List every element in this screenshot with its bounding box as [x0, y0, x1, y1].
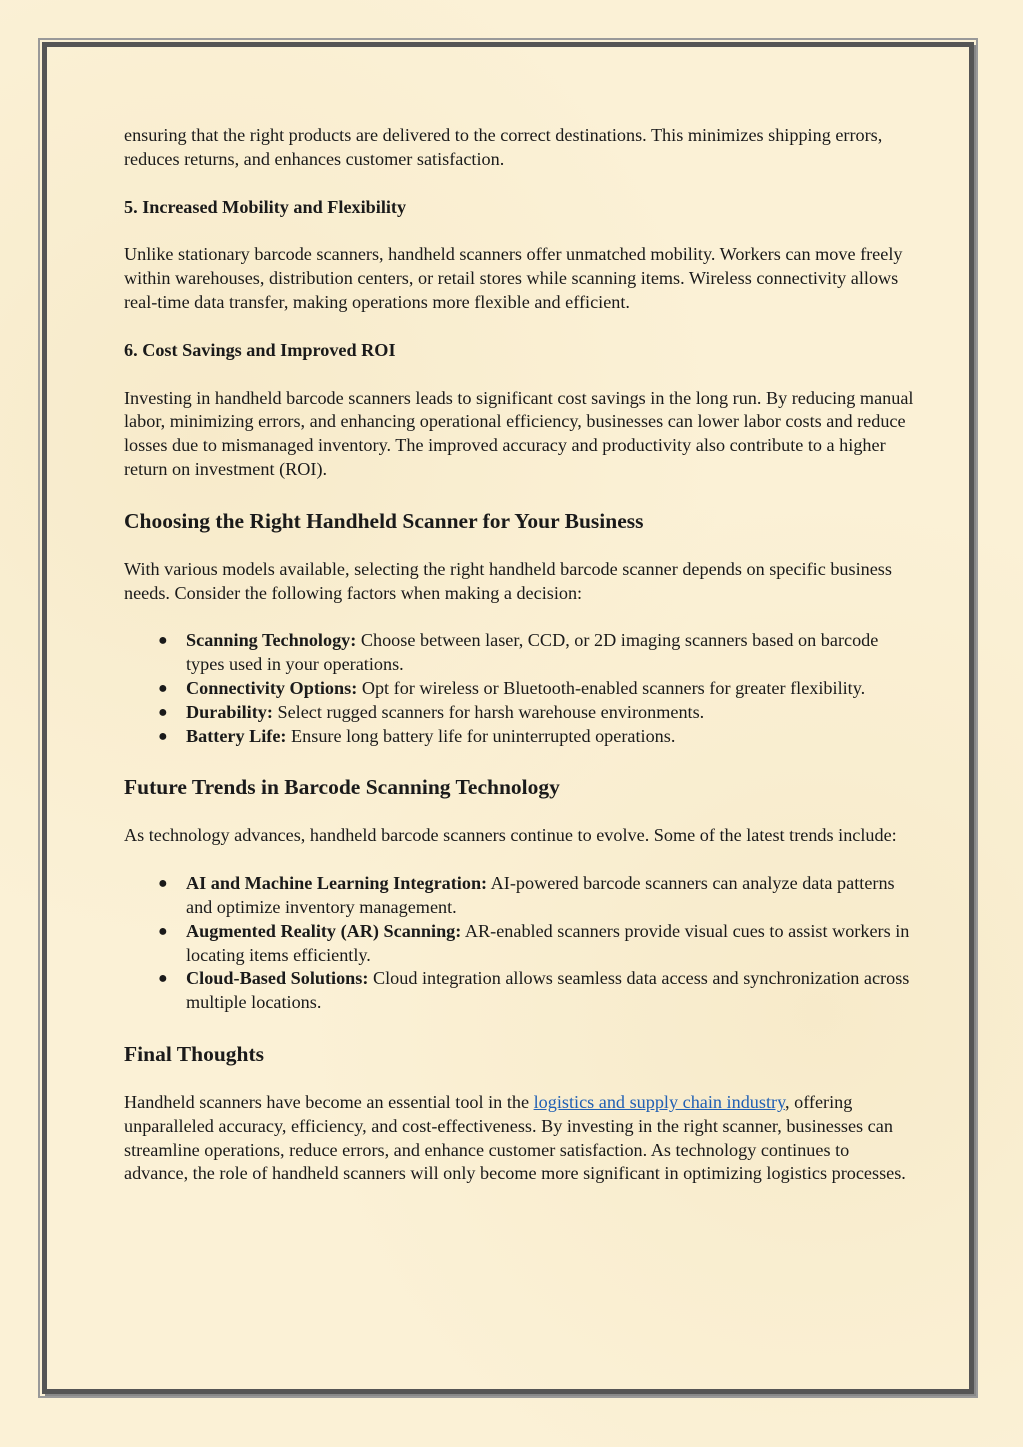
section5-body: Unlike stationary barcode scanners, handheld scanners offer unmatched mobility. Workers can move freely within warehouses, distribution centers, or retail stores while scanning items. Wireless connectivity allows real-time data transfer, making operations more flexible and efficient.	[124, 244, 903, 312]
list-item	[158, 872, 914, 920]
list-item	[158, 677, 914, 701]
list-item-term: Durability:	[186, 701, 273, 722]
list-item-text: AR-enabled scanners provide visual cues to assist workers in locating items efficiently.	[186, 920, 910, 965]
list-item-term: Augmented Reality (AR) Scanning:	[186, 920, 462, 941]
list-item	[158, 967, 914, 1015]
list-item-text: Choose between laser, CCD, or 2D imaging scanners based on barcode types used in your operations.	[186, 630, 879, 675]
choosing-intro: With various models available, selecting the right handheld barcode scanner depends on specific business needs. Consider the following factors when making a decision:	[124, 558, 892, 603]
list-item	[158, 920, 914, 968]
bullet-icon: ●	[158, 679, 168, 697]
section5-heading: 5. Increased Mobility and Flexibility	[124, 196, 407, 217]
intro-paragraph: ensuring that the right products are delivered to the correct destinations. This minimizes shipping errors, reduces returns, and enhances customer satisfaction.	[124, 125, 883, 169]
trends-list	[124, 872, 914, 1015]
list-item-term: Battery Life:	[186, 725, 287, 746]
supply-chain-link[interactable]: logistics and supply chain industry	[533, 1091, 785, 1112]
final-text-after-link: , offering unparalleled accuracy, efficiency, and cost-effectiveness. By investing in the right scanner, businesses can streamline operations, reduce errors, and enhance customer satisfaction. As technology continues to advance, the role of handheld scanners will only become more significant in optimizing logistics processes.	[124, 1091, 906, 1184]
list-item-term: Connectivity Options:	[186, 677, 358, 698]
bullet-icon: ●	[158, 970, 168, 988]
list-item-text: AI-powered barcode scanners can analyze data patterns and optimize inventory management.	[186, 873, 895, 917]
bullet-icon: ●	[158, 922, 168, 940]
final-paragraph	[124, 1091, 914, 1186]
final-text-before-link: Handheld scanners have become an essential tool in the	[124, 1091, 534, 1112]
section6-heading: 6. Cost Savings and Improved ROI	[124, 339, 396, 360]
bullet-icon: ●	[158, 727, 168, 745]
list-item-text: Opt for wireless or Bluetooth-enabled scanners for greater flexibility.	[357, 677, 866, 698]
list-item-text: Select rugged scanners for harsh warehouse environments.	[272, 701, 705, 722]
list-item-text: Ensure long battery life for uninterrupted operations.	[286, 725, 676, 746]
choosing-factors-list	[124, 629, 914, 748]
list-item-term: AI and Machine Learning Integration:	[186, 873, 488, 894]
bullet-icon: ●	[158, 875, 168, 893]
trends-intro: As technology advances, handheld barcode scanners continue to evolve. Some of the latest trends include:	[124, 825, 897, 846]
list-item-term: Cloud-Based Solutions:	[186, 968, 369, 989]
final-heading: Final Thoughts	[124, 1041, 265, 1066]
section6-body: Investing in handheld barcode scanners leads to significant cost savings in the long run. By reducing manual labor, minimizing errors, and enhancing operational efficiency, businesses can lower labor costs and reduce losses due to mismanaged inventory. The improved accuracy and productivity also contribute to a higher return on investment (ROI).	[124, 387, 914, 479]
list-item	[158, 701, 914, 725]
document-body	[124, 124, 914, 1210]
list-item-term: Scanning Technology:	[186, 630, 357, 651]
choosing-heading: Choosing the Right Handheld Scanner for Your Business	[124, 508, 644, 533]
list-item	[158, 725, 914, 749]
list-item	[158, 629, 914, 677]
list-item-text: Cloud integration allows seamless data access and synchronization across multiple locations.	[186, 968, 910, 1013]
bullet-icon: ●	[158, 703, 168, 721]
bullet-icon: ●	[158, 632, 168, 650]
trends-heading: Future Trends in Barcode Scanning Technology	[124, 775, 560, 800]
